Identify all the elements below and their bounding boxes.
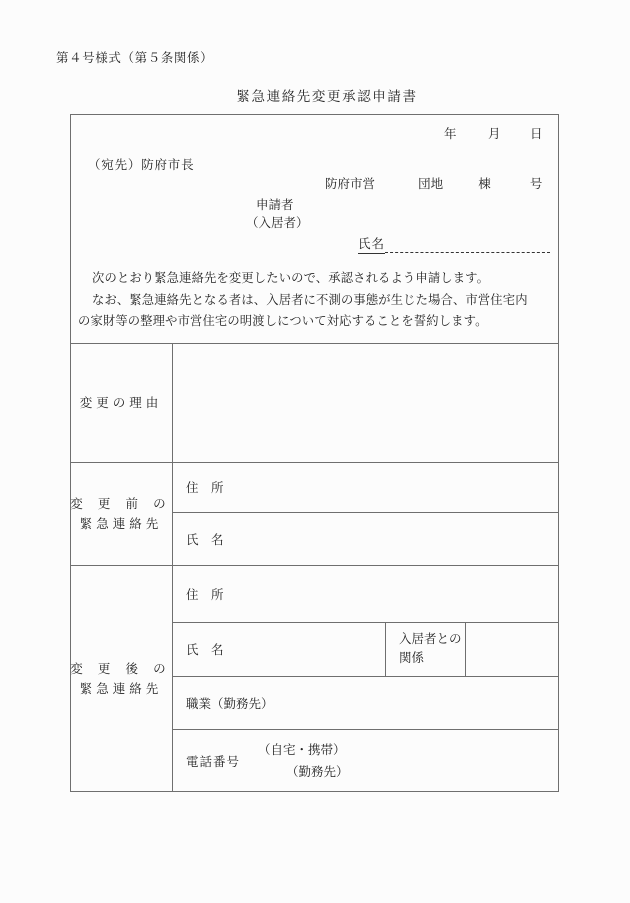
before-name-label: 氏 名	[186, 532, 224, 547]
statement-paragraph-1: 次のとおり緊急連絡先を変更したいので、承認されるよう申請します。	[92, 271, 490, 285]
reason-value-cell[interactable]	[172, 343, 559, 462]
applicant-name-label: 氏名	[358, 234, 385, 254]
applicant-name-dashed-line[interactable]	[385, 239, 550, 253]
applicant-name-field[interactable]	[358, 234, 550, 254]
after-relation-label-line-1: 入居者との	[399, 632, 462, 646]
after-change-label-cell	[70, 565, 172, 792]
before-change-label-line-2: 緊急連絡先	[79, 516, 163, 531]
date-month-label: 月	[488, 127, 501, 141]
dwelling-building-label: 棟	[478, 177, 491, 191]
applicant-label-line1: 申請者	[256, 198, 294, 212]
date-year-label: 年	[444, 127, 457, 141]
date-line	[375, 124, 550, 142]
reason-label-cell: 変更の理由	[79, 395, 163, 410]
after-change-label-line-2: 緊急連絡先	[79, 681, 163, 696]
dwelling-estate-label: 団地	[418, 177, 444, 191]
before-change-label-line-1: 変 更 前 の	[70, 496, 172, 511]
date-day-label: 日	[530, 127, 543, 141]
after-relation-value-cell[interactable]	[465, 622, 559, 676]
after-occupation-label: 職業（勤務先）	[186, 696, 274, 711]
statement-paragraph-2-line-2: の家財等の整理や市営住宅の明渡しについて対応することを誓約します。	[78, 314, 488, 328]
dwelling-city-housing-label: 防府市営	[325, 177, 376, 191]
after-phone-cell[interactable]	[172, 729, 559, 792]
after-relation-label-cell	[385, 622, 465, 676]
before-change-label-cell	[70, 462, 172, 565]
statement-text	[78, 268, 552, 333]
after-change-label-line-1: 変 更 後 の	[70, 661, 172, 676]
applicant-label-line2: （入居者）	[246, 216, 309, 230]
after-relation-label-line-2: 関係	[399, 651, 425, 665]
document-title: 緊急連絡先変更承認申請書	[236, 89, 418, 104]
statement-paragraph-2-line-1: なお、緊急連絡先となる者は、入居者に不測の事態が生じた場合、市営住宅内	[92, 292, 528, 307]
dwelling-number-label: 号	[529, 177, 543, 191]
after-name-label: 氏 名	[186, 643, 224, 657]
addressee-line: （宛先）防府市長	[88, 158, 195, 172]
before-address-label: 住 所	[186, 481, 224, 495]
after-phone-options	[258, 739, 349, 783]
applicant-label-block	[246, 196, 309, 232]
dwelling-line	[325, 174, 542, 192]
form-number: 第４号様式（第５条関係）	[56, 51, 214, 65]
after-phone-home-label: （自宅・携帯）	[258, 742, 346, 757]
after-phone-work-label: （勤務先）	[286, 764, 349, 779]
after-address-label: 住 所	[186, 587, 224, 602]
after-phone-label: 電話番号	[186, 754, 241, 769]
